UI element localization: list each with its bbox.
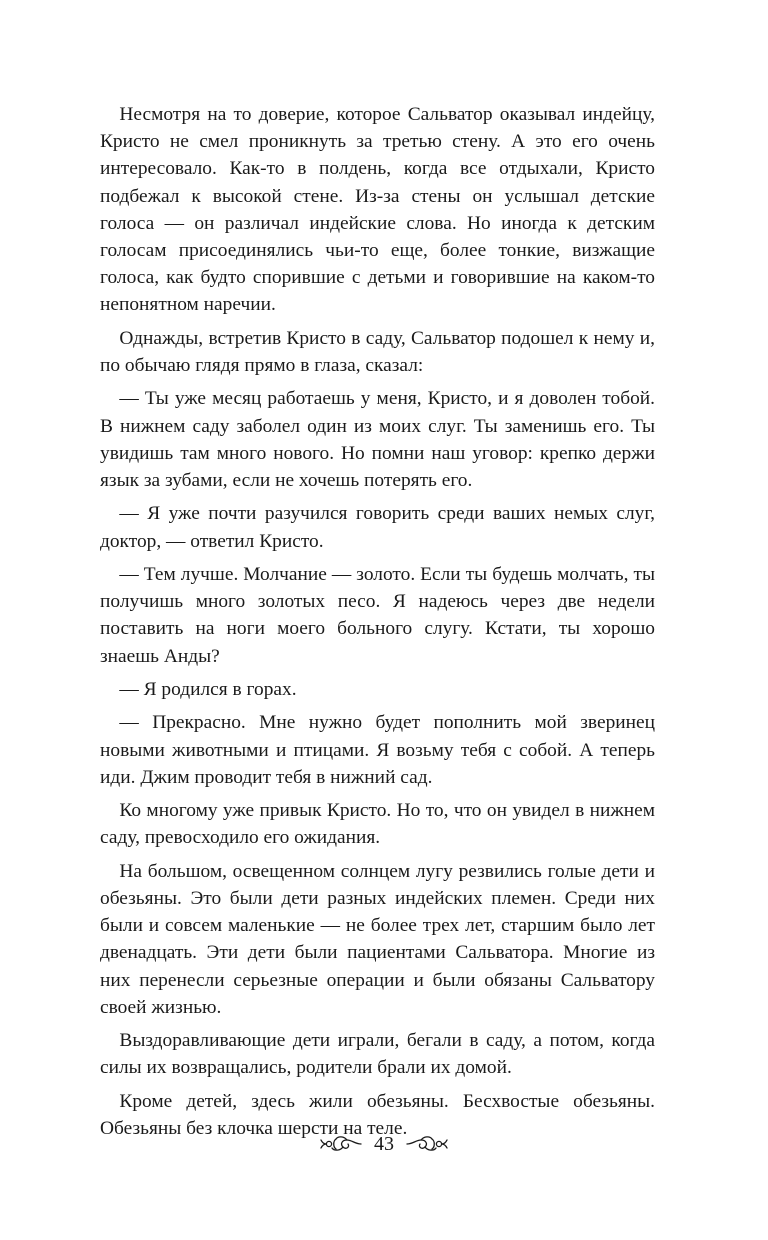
left-ornament-icon <box>319 1132 363 1156</box>
paragraph: Выздоравливающие дети играли, бегали в саду, а потом, когда силы их возвращались, родители брали их домой. <box>100 1030 655 1079</box>
right-ornament-icon <box>405 1132 449 1156</box>
paragraph: — Тем лучше. Молчание — золото. Если ты будешь молчать, ты получишь много золотых песо. Я надеюсь через две недели поставить на ноги моего больного слугу. Кстати, ты хорошо знаешь Анды? <box>100 564 655 667</box>
page-body <box>100 101 655 1148</box>
paragraph: Кроме детей, здесь жили обезьяны. Бесхвостые обезьяны. Обезьяны без клочка шерсти на теле. <box>100 1090 655 1139</box>
paragraph: — Прекрасно. Мне нужно будет пополнить мой зверинец новыми животными и птицами. Я возьму тебя с собой. А теперь иди. Джим проводит тебя в нижний сад. <box>100 712 655 788</box>
paragraph: Несмотря на то доверие, которое Сальватор оказывал индейцу, Кристо не смел проникнуть за третью стену. А это его очень интересовало. Как-то в полдень, когда все отдыхали, Кристо подбежал к высокой стене. Из-за стены он услышал детские голоса — он различал индейские слова. Но иногда к детским голосам присоединялись чьи-то еще, более тонкие, визжащие голоса, как будто спорившие с детьми и говорившие на каком-то непонятном наречии. <box>100 104 655 316</box>
paragraph: — Я родился в горах. <box>119 679 297 700</box>
page-number: 43 <box>374 1132 394 1155</box>
paragraph: На большом, освещенном солнцем лугу резвились голые дети и обезьяны. Это были дети разных индейских племен. Среди них были и совсем маленькие — не более трех лет, старшим было лет двенадцать. Эти дети были пациентами Сальватора. Многие из них перенесли серьезные операции и были обязаны Сальватору своей жизнью. <box>100 860 655 1018</box>
paragraph: — Ты уже месяц работаешь у меня, Кристо, и я доволен тобой. В нижнем саду заболел один из моих слуг. Ты заменишь его. Ты увидишь там много нового. Но помни наш уговор: крепко держи язык за зубами, если не хочешь потерять его. <box>100 388 655 492</box>
paragraph: Ко многому уже привык Кристо. Но то, что он увидел в нижнем саду, превосходило его ожидания. <box>100 800 655 849</box>
paragraph: — Я уже почти разучился говорить среди ваших немых слуг, доктор, — ответил Кристо. <box>100 503 655 552</box>
paragraph: Однажды, встретив Кристо в саду, Сальватор подошел к нему и, по обычаю глядя прямо в глаза, сказал: <box>100 327 655 377</box>
page-footer <box>0 1132 768 1156</box>
